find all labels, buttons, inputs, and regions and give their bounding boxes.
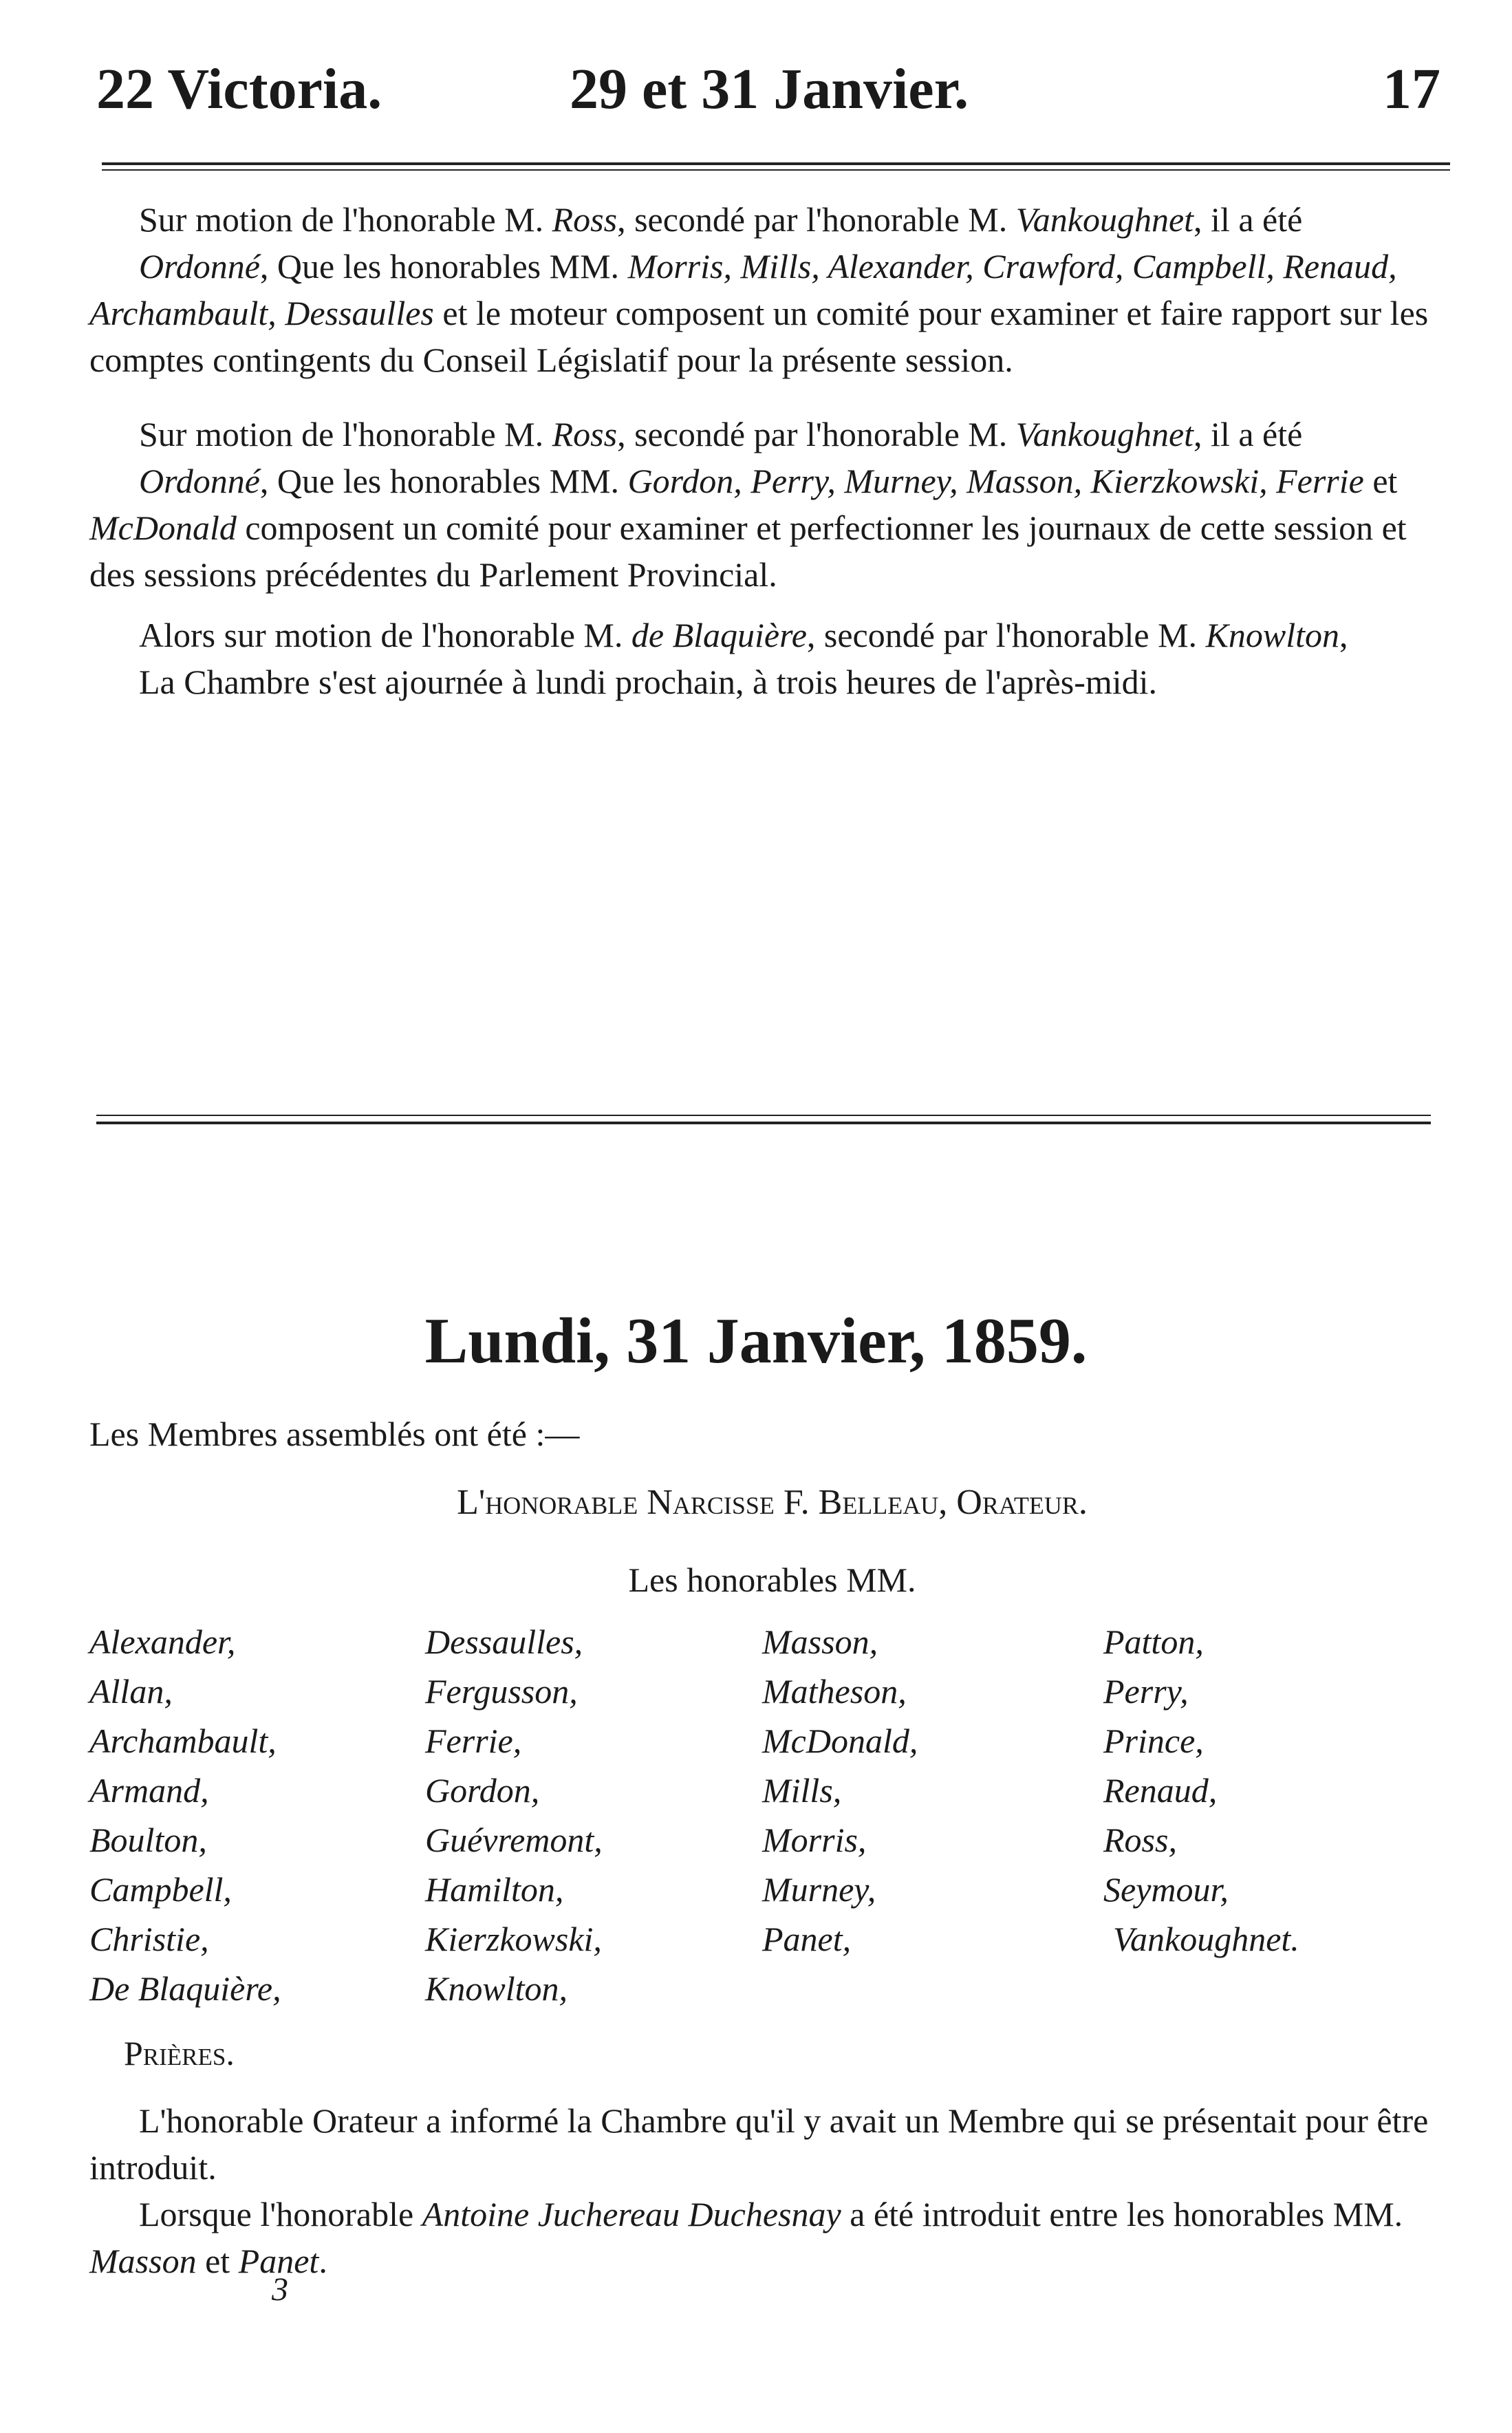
member-name: De Blaquière, [89, 1969, 281, 2008]
members-column-3 [762, 1617, 1103, 2013]
attendance-heading [89, 1411, 1455, 1457]
member-name: Kierzkowski, [425, 1920, 602, 1958]
member-name: Patton, [1103, 1622, 1204, 1661]
header-center: 29 et 31 Janvier. [570, 57, 969, 121]
header-rule-thin [102, 169, 1450, 171]
order-paragraph-2: Ordonné, Que les honorables MM. Gordon, Perry, Murney, Masson, Kierzkowski, Ferrie et McDonald composent un comité pour examiner et perfectionner les journaux de cette session et des sessions précédentes du Parlement Provincial. [89, 462, 1407, 594]
proceedings [89, 2030, 1455, 2284]
member-name: Morris, [762, 1821, 867, 1859]
member-name: Dessaulles, [425, 1622, 583, 1661]
members-list [89, 1617, 1455, 2013]
member-name: Mills, [762, 1771, 842, 1810]
section-divider-thick [96, 1122, 1431, 1124]
member-name: Hamilton, [425, 1870, 564, 1909]
member-name: Fergusson, [425, 1672, 578, 1711]
member-name: Armand, [89, 1771, 209, 1810]
member-name: Panet, [762, 1920, 852, 1958]
adjournment-motion: Alors sur motion de l'honorable M. de Blaquière, secondé par l'honorable M. Knowlton, [139, 616, 1348, 654]
assembled-text: Les Membres assemblés ont été :— [89, 1415, 580, 1453]
member-name: Gordon, [425, 1771, 540, 1810]
member-name: Masson, [762, 1622, 878, 1661]
introduced-member-name: Antoine Juchereau Duchesnay [422, 2195, 841, 2233]
members-column-4 [1103, 1617, 1447, 2013]
member-name: Boulton, [89, 1821, 207, 1859]
header-rule [102, 162, 1450, 165]
signature-mark: 3 [272, 2271, 288, 2308]
member-name: Seymour, [1103, 1870, 1229, 1909]
committee-names: Gordon, Perry, Murney, Masson, Kierzkowski, Ferrie [627, 462, 1364, 500]
members-column-1 [89, 1617, 425, 2013]
member-name: Archambault, [89, 1722, 277, 1760]
seconder-name: Vankoughnet [1015, 415, 1194, 453]
motion-paragraph-2: Sur motion de l'honorable M. Ross, secondé par l'honorable M. Vankoughnet, il a été [139, 415, 1303, 453]
mover-name: de Blaquière [631, 616, 807, 654]
orateur-paragraph: L'honorable Orateur a informé la Chambre qu'il y avait un Membre qui se présentait pour être introduit. [89, 2101, 1429, 2187]
member-name: Vankoughnet. [1113, 1920, 1299, 1958]
member-name: Renaud, [1103, 1771, 1218, 1810]
speaker-line: L'honorable Narcisse F. Belleau, Orateur. [457, 1483, 1088, 1522]
member-name: Knowlton, [425, 1969, 568, 2008]
seconder-name: Knowlton [1205, 616, 1340, 654]
member-name: Allan, [89, 1672, 173, 1711]
sitting-date-title: Lundi, 31 Janvier, 1859. [424, 1305, 1088, 1377]
member-name: Prince, [1103, 1722, 1204, 1760]
member-name: McDonald, [762, 1722, 918, 1760]
member-name: Campbell, [89, 1870, 232, 1909]
member-name: Murney, [762, 1870, 876, 1909]
header-left: 22 Victoria. [96, 57, 382, 121]
members-column-2 [425, 1617, 762, 2013]
mover-name: Ross [552, 200, 618, 239]
committee-names: Morris, Mills, Alexander, Crawford, Campbell, Renaud, Archambault, Dessaulles [89, 247, 1397, 332]
honorables-label: Les honorables MM. [628, 1561, 916, 1599]
member-name: Perry, [1103, 1672, 1189, 1711]
mover-name: Ross [552, 415, 618, 453]
section-divider [96, 1115, 1431, 1116]
header-right-page-number: 17 [1383, 57, 1440, 121]
member-name: Alexander, [89, 1622, 236, 1661]
member-name: Matheson, [762, 1672, 907, 1711]
member-name: Ferrie, [425, 1722, 522, 1760]
member-name: Guévremont, [425, 1821, 603, 1859]
introduction-paragraph: Lorsque l'honorable Antoine Juchereau Duchesnay a été introduit entre les honorables MM. Masson et Panet. [89, 2195, 1403, 2280]
prayers-heading: Prières. [124, 2034, 235, 2072]
seconder-name: Vankoughnet [1015, 200, 1194, 239]
member-name: Christie, [89, 1920, 209, 1958]
order-paragraph-1: Ordonné, Que les honorables MM. Morris, Mills, Alexander, Crawford, Campbell, Renaud, Archambault, Dessaulles et le moteur composent un comité pour examiner et faire rapport sur les comptes contingents du Conseil Législatif pour la présente session. [89, 247, 1429, 379]
adjournment-text: La Chambre s'est ajournée à lundi prochain, à trois heures de l'après-midi. [139, 663, 1158, 701]
section-previous-day [89, 196, 1455, 705]
motion-paragraph-1: Sur motion de l'honorable M. Ross, secondé par l'honorable M. Vankoughnet, il a été [139, 200, 1303, 239]
member-name: Ross, [1103, 1821, 1177, 1859]
